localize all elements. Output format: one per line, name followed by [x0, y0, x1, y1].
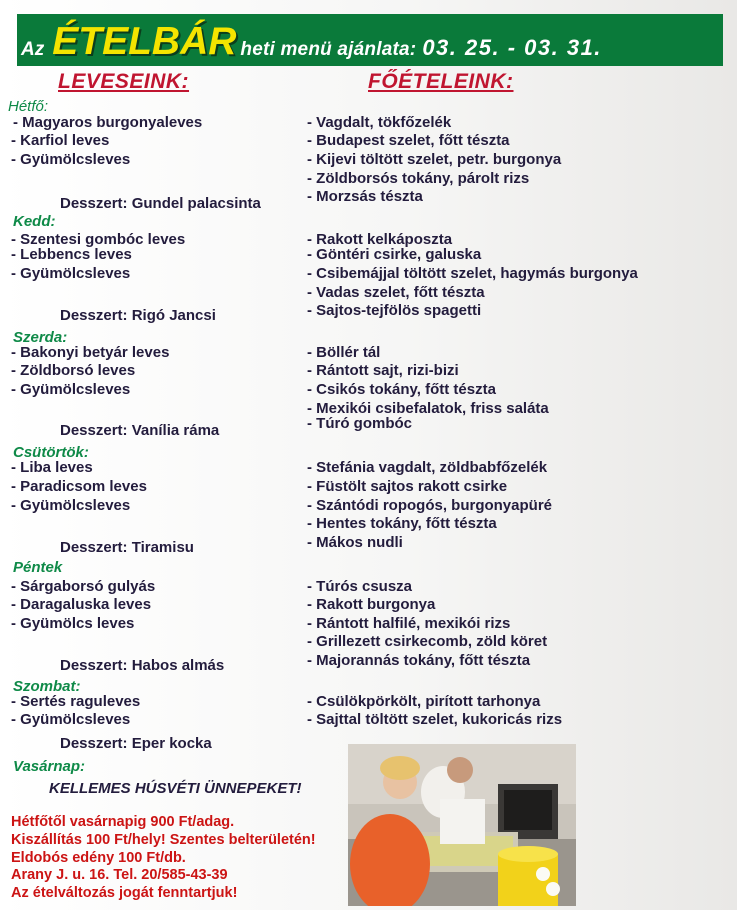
soup-item: - Gyümölcsleves [11, 151, 131, 168]
day-label: Szombat: [13, 678, 81, 695]
dessert-item: Desszert: Eper kocka [60, 735, 212, 752]
dessert-item: Desszert: Vanília ráma [60, 422, 220, 439]
main-item: - Csülökpörkölt, pirított tarhonya [307, 693, 541, 710]
soup-item: - Sertés raguleves [11, 693, 141, 710]
main-item: - Majorannás tokány, főtt tészta [307, 652, 531, 669]
main-item: - Rántott halfilé, mexikói rizs [307, 615, 511, 632]
main-item: - Kijevi töltött szelet, petr. burgonya [307, 151, 562, 168]
main-item: - Zöldborsós tokány, párolt rizs [307, 170, 530, 187]
day-label: Csütörtök: [13, 444, 89, 461]
main-item: - Túró gombóc [307, 415, 412, 432]
soup-item: - Gyümölcsleves [11, 711, 131, 728]
main-item: - Csikós tokány, főtt tészta [307, 381, 496, 398]
main-item: - Morzsás tészta [307, 188, 423, 205]
soup-item: - Zöldborsó leves [11, 362, 136, 379]
mains-heading: FŐÉTELEINK: [368, 70, 514, 93]
date-range: 03. 25. - 03. 31. [422, 35, 602, 60]
delivery-info: Kiszállítás 100 Ft/hely! Szentes belterületén! [11, 832, 316, 848]
header-tagline: heti menü ajánlata: [240, 39, 417, 60]
main-item: - Vagdalt, tökfőzelék [307, 114, 452, 131]
main-item: - Rakott kelkáposzta [307, 231, 453, 248]
main-item: - Sajtos-tejfölös spagetti [307, 302, 482, 319]
soup-item: - Karfiol leves [11, 132, 110, 149]
soup-item: - Gyümölcs leves [11, 615, 135, 632]
soup-item: - Gyümölcsleves [11, 381, 131, 398]
day-label: Hétfő: [8, 98, 49, 115]
main-item: - Vadas szelet, főtt tészta [307, 284, 485, 301]
main-item: - Füstölt sajtos rakott csirke [307, 478, 508, 495]
header-banner [17, 14, 723, 66]
soup-item: - Gyümölcsleves [11, 497, 131, 514]
dessert-item: Desszert: Habos almás [60, 657, 225, 674]
header-prefix: Az [21, 39, 45, 60]
main-item: - Sajttal töltött szelet, kukoricás rizs [307, 711, 563, 728]
main-item: - Csibemájjal töltött szelet, hagymás burgonya [307, 265, 638, 282]
soup-item: - Szentesi gombóc leves [11, 231, 186, 248]
soup-item: - Paradicsom leves [11, 478, 147, 495]
day-label: Péntek [13, 559, 63, 576]
day-label: Kedd: [13, 213, 56, 230]
soups-heading: LEVESEINK: [58, 70, 190, 93]
soup-item: - Liba leves [11, 459, 93, 476]
soup-item: - Magyaros burgonyaleves [13, 114, 203, 131]
soup-item: - Gyümölcsleves [11, 265, 131, 282]
kitchen-photo [348, 744, 576, 906]
brand-name: ÉTELBÁR [52, 20, 237, 63]
main-item: - Mákos nudli [307, 534, 403, 551]
dessert-item: Desszert: Gundel palacsinta [60, 195, 261, 212]
soup-item: - Daragaluska leves [11, 596, 152, 613]
soup-item: - Lebbencs leves [11, 246, 132, 263]
disclaimer-info: Az ételváltozás jogát fenntartjuk! [11, 885, 238, 901]
soup-item: - Sárgaborsó gulyás [11, 578, 156, 595]
price-info: Hétfőtől vasárnapig 900 Ft/adag. [11, 814, 235, 830]
main-item: - Böllér tál [307, 344, 381, 361]
main-item: - Túrós csusza [307, 578, 413, 595]
main-item: - Budapest szelet, főtt tészta [307, 132, 510, 149]
main-item: - Göntéri csirke, galuska [307, 246, 482, 263]
container-info: Eldobós edény 100 Ft/db. [11, 850, 186, 866]
soup-item: - Bakonyi betyár leves [11, 344, 170, 361]
main-item: - Rakott burgonya [307, 596, 436, 613]
dessert-item: Desszert: Tiramisu [60, 539, 194, 556]
main-item: - Hentes tokány, főtt tészta [307, 515, 497, 532]
address-info: Arany J. u. 16. Tel. 20/585-43-39 [11, 867, 228, 883]
main-item: - Mexikói csibefalatok, friss saláta [307, 400, 549, 417]
main-item: - Grillezett csirkecomb, zöld köret [307, 633, 548, 650]
easter-greeting: KELLEMES HÚSVÉTI ÜNNEPEKET! [49, 780, 302, 797]
main-item: - Rántott sajt, rizi-bizi [307, 362, 459, 379]
day-label: Vasárnap: [13, 758, 85, 775]
dessert-item: Desszert: Rigó Jancsi [60, 307, 216, 324]
main-item: - Stefánia vagdalt, zöldbabfőzelék [307, 459, 548, 476]
day-label: Szerda: [13, 329, 68, 346]
main-item: - Szántódi ropogós, burgonyapüré [307, 497, 552, 514]
